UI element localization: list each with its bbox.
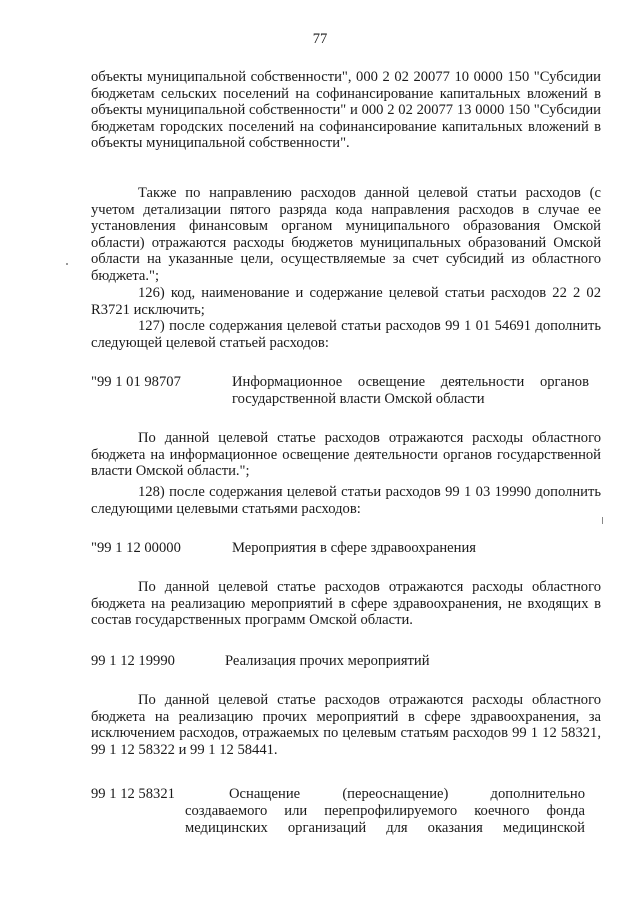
- paragraph-info-coverage: По данной целевой статье расходов отражаются расходы областного бюджета на информационное освещение деятельности органов государственной власти Омской области.";: [91, 430, 601, 480]
- paragraph-other-measures: По данной целевой статье расходов отражаются расходы областного бюджета на реализацию прочих мероприятий в сфере здравоохранения, за исключением расходов, отражаемых по целевым статьям расходов 99 1 12 58321, 99 1 12 58322 и 99 1 12 58441.: [91, 692, 601, 758]
- target-article-title: Оснащение (переоснащение) дополнительно создаваемого или перепрофилируемого коечного фонда медицинских организаций для оказания медицинской: [185, 786, 585, 836]
- scan-mark: [602, 517, 603, 524]
- target-article-title: Мероприятия в сфере здравоохранения: [232, 540, 476, 556]
- paragraph-budget-codes: объекты муниципальной собственности", 000 2 02 20077 10 0000 150 "Субсидии бюджетам сельских поселений на софинансирование капитальных вложений в объекты муниципальной собственности" и 000 2 02 20077 13 0000 150 "Субсидии бюджетам городских поселений на софинансирование капитальных вложений в объекты муниципальной собственности".: [91, 69, 601, 152]
- target-article-code: "99 1 01 98707: [91, 374, 181, 390]
- page-number: 77: [312, 31, 328, 47]
- scan-speck: [66, 263, 68, 265]
- target-article-code: "99 1 12 00000: [91, 540, 181, 556]
- target-article-code: 99 1 12 58321: [91, 786, 175, 802]
- paragraph-municipal-expenses: Также по направлению расходов данной целевой статьи расходов (с учетом детализации пятого разряда кода направления расходов в случае ее установления финансовым органом муниципального образования Омской области) отражаются расходы бюджетов муниципальных образований Омской области на указанные цели, осуществляемые за счет субсидий из областного бюджета.";: [91, 185, 601, 284]
- target-article-title: Реализация прочих мероприятий: [225, 653, 430, 669]
- paragraph-item-128: 128) после содержания целевой статьи расходов 99 1 03 19990 дополнить следующими целевыми статьями расходов:: [91, 484, 601, 517]
- paragraph-healthcare-measures: По данной целевой статье расходов отражаются расходы областного бюджета на реализацию мероприятий в сфере здравоохранения, не входящих в состав государственных программ Омской области.: [91, 579, 601, 629]
- paragraph-item-126: 126) код, наименование и содержание целевой статьи расходов 22 2 02 R3721 исключить;: [91, 285, 601, 318]
- target-article-code: 99 1 12 19990: [91, 653, 175, 669]
- target-article-title: Информационное освещение деятельности органов государственной власти Омской области: [232, 374, 589, 407]
- paragraph-item-127: 127) после содержания целевой статьи расходов 99 1 01 54691 дополнить следующей целевой статьей расходов:: [91, 318, 601, 351]
